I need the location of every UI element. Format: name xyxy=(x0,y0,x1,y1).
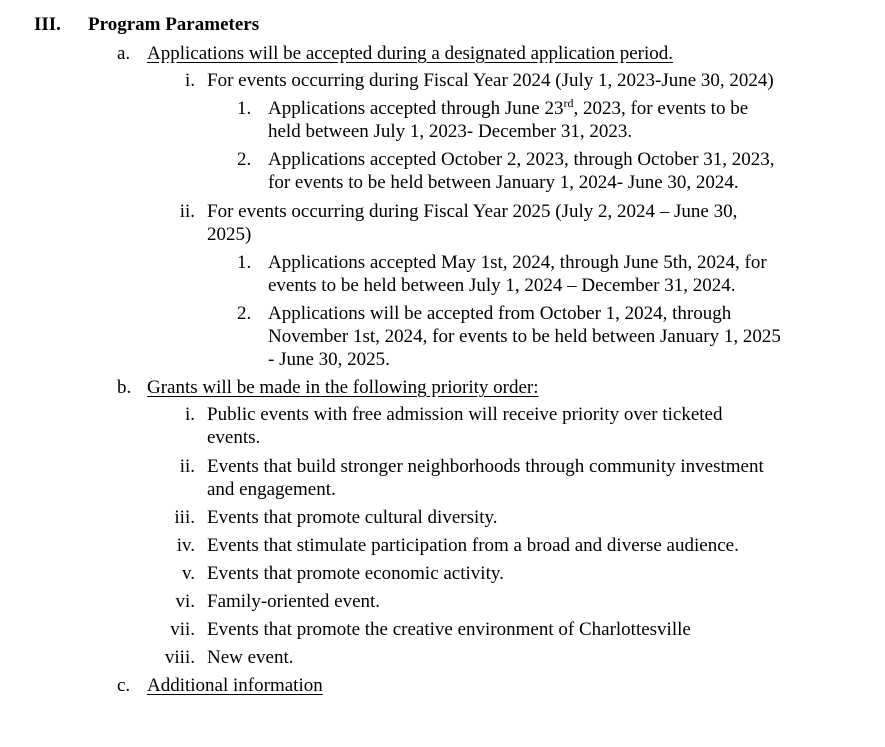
item-a-ii-1-line1: Applications accepted May 1st, 2024, through June 5th, 2024, for xyxy=(268,252,767,273)
item-a-ii-line2: 2025) xyxy=(207,224,252,245)
item-b-vi-text: Family-oriented event. xyxy=(207,591,381,612)
item-a-ii-1-line2: events to be held between July 1, 2024 – December 31, 2024. xyxy=(268,275,736,296)
item-a-i-marker: i. xyxy=(184,70,195,91)
item-b-i-line2: events. xyxy=(207,427,261,448)
item-b-viii-marker: viii. xyxy=(164,647,195,668)
item-b-ii-marker: ii. xyxy=(179,456,195,477)
item-a-ii-2-line1: Applications will be accepted from October 1, 2024, through xyxy=(268,303,732,324)
item-b-ii-line1: Events that build stronger neighborhoods through community investment xyxy=(207,456,764,477)
item-a-i-2-line1: Applications accepted October 2, 2023, through October 31, 2023, xyxy=(268,149,775,170)
item-a-i-1-line1-pre: Applications accepted through June 23 xyxy=(268,98,564,119)
item-b-v-marker: v. xyxy=(181,563,195,584)
item-a-i-2-line2: for events to be held between January 1, 2024- June 30, 2024. xyxy=(268,172,739,193)
item-b-marker: b. xyxy=(117,377,132,398)
item-b-vi-marker: vi. xyxy=(175,591,195,612)
item-c-heading: Additional information xyxy=(147,675,323,696)
item-a-ii-marker: ii. xyxy=(179,201,195,222)
item-a-ii-2-line2: November 1st, 2024, for events to be held between January 1, 2025 xyxy=(268,326,781,347)
item-b-viii-text: New event. xyxy=(207,647,294,668)
item-b-iii-text: Events that promote cultural diversity. xyxy=(207,507,498,528)
item-a-i-1-line1 xyxy=(268,97,748,120)
item-c-marker: c. xyxy=(117,675,131,696)
item-a-heading: Applications will be accepted during a designated application period. xyxy=(147,43,674,64)
ordinal-superscript: rd xyxy=(563,96,574,110)
item-a-i-1-marker: 1. xyxy=(237,98,252,119)
item-a-i-text: For events occurring during Fiscal Year 2024 (July 1, 2023-June 30, 2024) xyxy=(207,70,774,91)
item-a-i-2-marker: 2. xyxy=(237,149,252,170)
item-a-ii-line1: For events occurring during Fiscal Year 2025 (July 2, 2024 – June 30, xyxy=(207,201,738,222)
item-a-i-1-line1-post: , 2023, for events to be xyxy=(573,98,749,119)
item-b-heading: Grants will be made in the following priority order: xyxy=(147,377,539,398)
item-b-vii-text: Events that promote the creative environment of Charlottesville xyxy=(207,619,691,640)
section-title: Program Parameters xyxy=(88,14,260,35)
item-b-i-marker: i. xyxy=(184,404,195,425)
item-b-iii-marker: iii. xyxy=(174,507,195,528)
item-b-iv-text: Events that stimulate participation from a broad and diverse audience. xyxy=(207,535,739,556)
item-b-ii-line2: and engagement. xyxy=(207,479,336,500)
item-b-iv-marker: iv. xyxy=(176,535,195,556)
item-a-ii-2-line3: - June 30, 2025. xyxy=(268,349,390,370)
item-b-vii-marker: vii. xyxy=(170,619,195,640)
item-b-v-text: Events that promote economic activity. xyxy=(207,563,504,584)
item-a-i-1-line2: held between July 1, 2023- December 31, 2023. xyxy=(268,121,633,142)
item-b-i-line1: Public events with free admission will receive priority over ticketed xyxy=(207,404,723,425)
item-a-ii-2-marker: 2. xyxy=(237,303,252,324)
item-a-ii-1-marker: 1. xyxy=(237,252,252,273)
item-a-marker: a. xyxy=(117,43,131,64)
section-numeral: III. xyxy=(34,14,61,35)
